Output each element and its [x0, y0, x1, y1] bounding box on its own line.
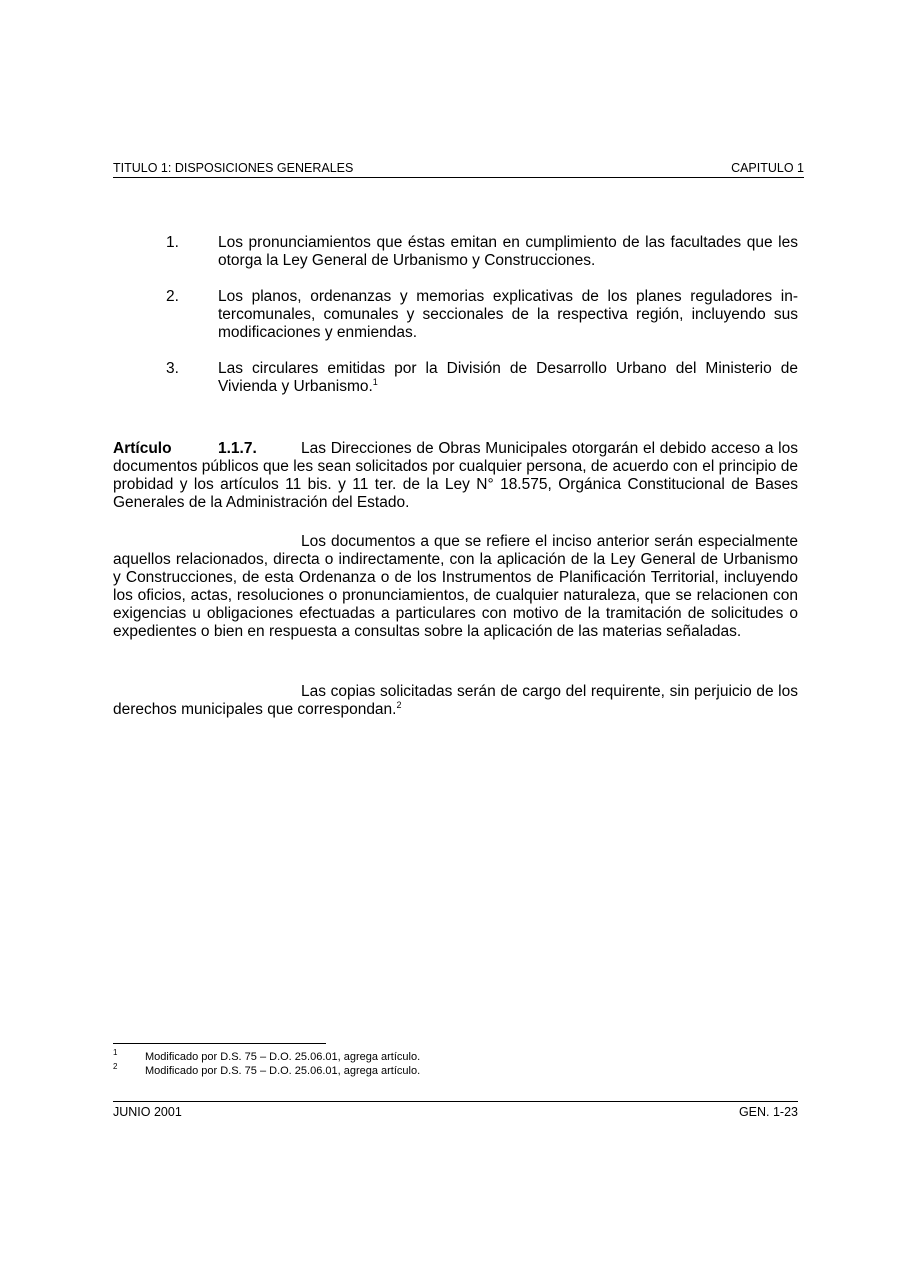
- list-item: [113, 234, 798, 270]
- page-footer: [113, 1101, 798, 1119]
- footnote-mark: 1: [113, 1048, 118, 1057]
- list-item: [113, 360, 798, 396]
- article-paragraph-2: Los documentos a que se refiere el inciso anterior serán especialmente aquellos relacionados, directa o indirectamente, con la aplicación de la Ley General de Urbanismo y Construcciones, de esta Ordenanza o de los Instrumentos de Planificación Territorial, incluyendo los oficios, actas, resoluciones o pronunciamientos, de cualquier naturaleza, que se relacionen con exigencias u obligaciones efectuadas a particulares con motivo de la tramitación de solicitudes o expedientes o bien en respuesta a consultas sobre la aplicación de las materias señaladas.: [113, 533, 798, 640]
- footnote: [113, 1050, 798, 1064]
- list-item-text: Los pronunciamientos que éstas emitan en cumplimiento de las facultades que les otorga la Ley General de Urbanismo y Construcciones.: [218, 234, 798, 269]
- header-title: TITULO 1: DISPOSICIONES GENERALES: [113, 161, 354, 175]
- footer-date: JUNIO 2001: [113, 1105, 182, 1119]
- list-item-text: Los planos, ordenanzas y memorias explicativas de los planes reguladores intercomunales, comunales y seccionales de la respectiva región, incluyendo sus modificaciones y enmiendas.: [218, 288, 798, 341]
- list-item-number: 2.: [166, 288, 179, 305]
- footnote-text: Modificado por D.S. 75 – D.O. 25.06.01, agrega artículo.: [145, 1065, 421, 1077]
- list-item-number: 3.: [166, 360, 179, 377]
- footnote-mark: 2: [113, 1062, 118, 1071]
- page-header: [113, 161, 804, 178]
- article-label: Artículo: [113, 440, 172, 457]
- article-paragraph-1: Artículo 1.1.7. Las Direcciones de Obras Municipales otorgarán el debido acceso a los documentos públicos que les sean solicitados por cualquier persona, de acuerdo con el principio de probidad y los artículos 11 bis. y 11 ter. de la Ley N° 18.575, Orgánica Constitucional de Bases Generales de la Administración del Estado.: [113, 440, 798, 511]
- article-paragraph-3: Las copias solicitadas serán de cargo del requirente, sin perjuicio de los derechos municipales que correspondan.$^2$: [113, 683, 798, 718]
- footnotes: [113, 1050, 798, 1078]
- footnote-ref: 2: [396, 699, 402, 710]
- footnote-text: Modificado por D.S. 75 – D.O. 25.06.01, agrega artículo.: [145, 1051, 421, 1063]
- header-chapter: CAPITULO 1: [731, 161, 804, 175]
- footnote-separator: [113, 1043, 326, 1044]
- list-item: [113, 288, 798, 342]
- footnote-ref: 1: [372, 376, 378, 387]
- article-1-1-7: [113, 440, 798, 512]
- list-item-number: 1.: [166, 234, 179, 251]
- page-number: GEN. 1-23: [738, 1105, 798, 1119]
- footnote: [113, 1064, 798, 1078]
- numbered-list: [113, 234, 798, 414]
- article-number: 1.1.7.: [218, 440, 257, 457]
- list-item-text: Las circulares emitidas por la División de Desarrollo Urbano del Ministerio de Vivienda y Urbanismo.$^1$: [218, 360, 798, 395]
